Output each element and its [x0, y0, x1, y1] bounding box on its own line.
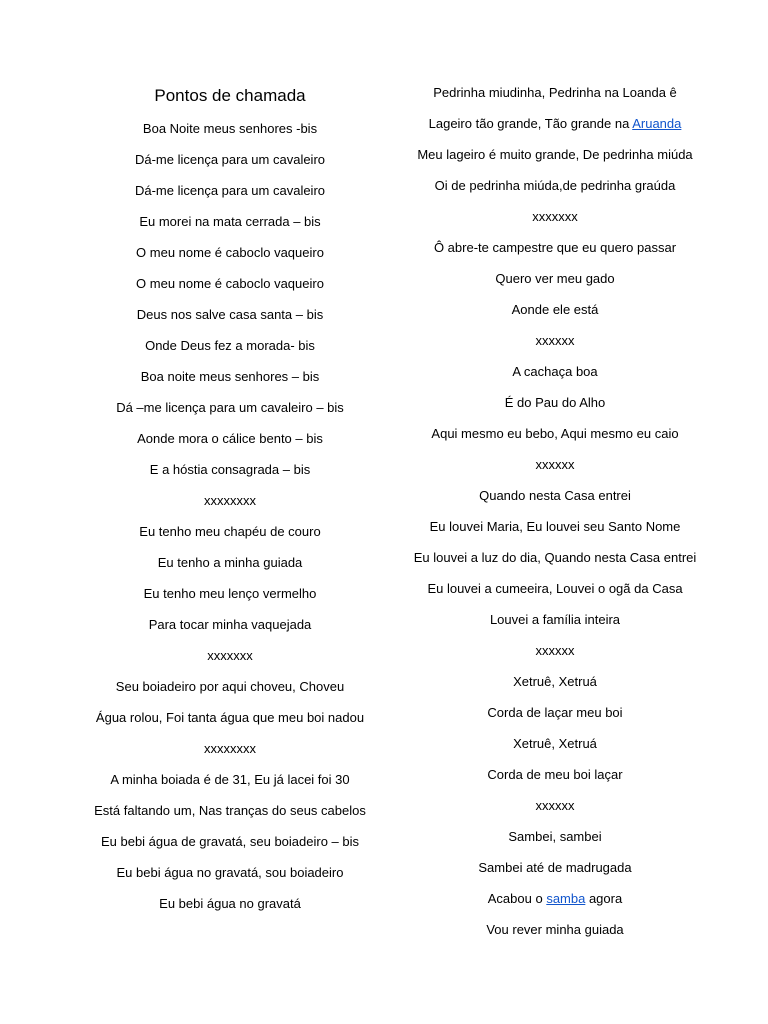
text-line: Eu tenho meu chapéu de couro: [139, 524, 321, 539]
text-line: E a hóstia consagrada – bis: [149, 462, 311, 477]
text-line: O meu nome é caboclo vaqueiro: [136, 245, 324, 260]
text-line: Eu bebi água de gravatá, seu boiadeiro – bis: [100, 834, 360, 849]
text-line: Aqui mesmo eu bebo, Aqui mesmo eu caio: [431, 426, 679, 441]
text-line: Onde Deus fez a morada- bis: [145, 338, 315, 353]
text-line: Está faltando um, Nas tranças do seus cabelos: [94, 803, 366, 818]
text-line: Boa noite meus senhores – bis: [140, 369, 320, 384]
text-line: A minha boiada é de 31, Eu já lacei foi 30: [110, 772, 350, 787]
separator-line: xxxxxxx: [532, 209, 578, 224]
text-line: Aonde ele está: [511, 302, 599, 317]
text-line: A cachaça boa: [512, 364, 598, 379]
text-line: Dá-me licença para um cavaleiro: [134, 152, 326, 167]
text-line: Eu morei na mata cerrada – bis: [139, 214, 321, 229]
text-line: Quero ver meu gado: [495, 271, 615, 286]
text-line: Pedrinha miudinha, Pedrinha na Loanda ê: [433, 85, 677, 100]
text-line: Louvei a família inteira: [489, 612, 621, 627]
text-segment: agora: [585, 891, 623, 906]
text-line: Dá-me licença para um cavaleiro: [134, 183, 326, 198]
text-line: Boa Noite meus senhores -bis: [142, 121, 318, 136]
text-line: [405, 890, 705, 908]
separator-line: xxxxxxx: [207, 648, 253, 663]
text-line: Ô abre-te campestre que eu quero passar: [433, 240, 677, 255]
text-segment: Acabou o: [487, 891, 547, 906]
separator-line: xxxxxx: [535, 798, 575, 813]
text-line: Quando nesta Casa entrei: [479, 488, 631, 503]
text-line: Eu louvei Maria, Eu louvei seu Santo Nome: [429, 519, 681, 534]
text-line: [405, 115, 705, 133]
aruanda-link[interactable]: Aruanda: [632, 116, 682, 131]
separator-line: xxxxxxxx: [204, 741, 256, 756]
separator-line: xxxxxx: [535, 643, 575, 658]
separator-line: xxxxxxxx: [204, 493, 256, 508]
text-line: Para tocar minha vaquejada: [148, 617, 312, 632]
text-line: Dá –me licença para um cavaleiro – bis: [116, 400, 344, 415]
text-line: Aonde mora o cálice bento – bis: [137, 431, 323, 446]
text-line: Sambei até de madrugada: [478, 860, 632, 875]
text-line: Corda de meu boi laçar: [487, 767, 623, 782]
text-line: Eu tenho a minha guiada: [157, 555, 303, 570]
separator-line: xxxxxx: [535, 457, 575, 472]
text-line: Xetruê, Xetruá: [513, 736, 597, 751]
text-line: Eu bebi água no gravatá: [159, 896, 301, 911]
text-line: Meu lageiro é muito grande, De pedrinha miúda: [417, 147, 693, 162]
text-line: Água rolou, Foi tanta água que meu boi nadou: [95, 710, 365, 725]
document-title: Pontos de chamada: [154, 86, 306, 105]
text-line: Vou rever minha guiada: [486, 922, 624, 937]
text-line: Eu louvei a cumeeira, Louvei o ogã da Casa: [427, 581, 683, 596]
text-line: O meu nome é caboclo vaqueiro: [136, 276, 324, 291]
text-line: Deus nos salve casa santa – bis: [136, 307, 324, 322]
text-line: Corda de laçar meu boi: [487, 705, 623, 720]
text-line: Xetruê, Xetruá: [513, 674, 597, 689]
text-line: Oi de pedrinha miúda,de pedrinha graúda: [434, 178, 676, 193]
text-line: Eu louvei a luz do dia, Quando nesta Casa entrei: [413, 550, 697, 565]
text-segment: Lageiro tão grande, Tão grande na: [428, 116, 633, 131]
text-line: É do Pau do Alho: [504, 395, 606, 410]
text-line: Sambei, sambei: [508, 829, 602, 844]
separator-line: xxxxxx: [535, 333, 575, 348]
text-line: Eu bebi água no gravatá, sou boiadeiro: [116, 865, 344, 880]
samba-link[interactable]: samba: [546, 891, 586, 906]
text-line: Eu tenho meu lenço vermelho: [143, 586, 317, 601]
text-line: Seu boiadeiro por aqui choveu, Choveu: [115, 679, 345, 694]
